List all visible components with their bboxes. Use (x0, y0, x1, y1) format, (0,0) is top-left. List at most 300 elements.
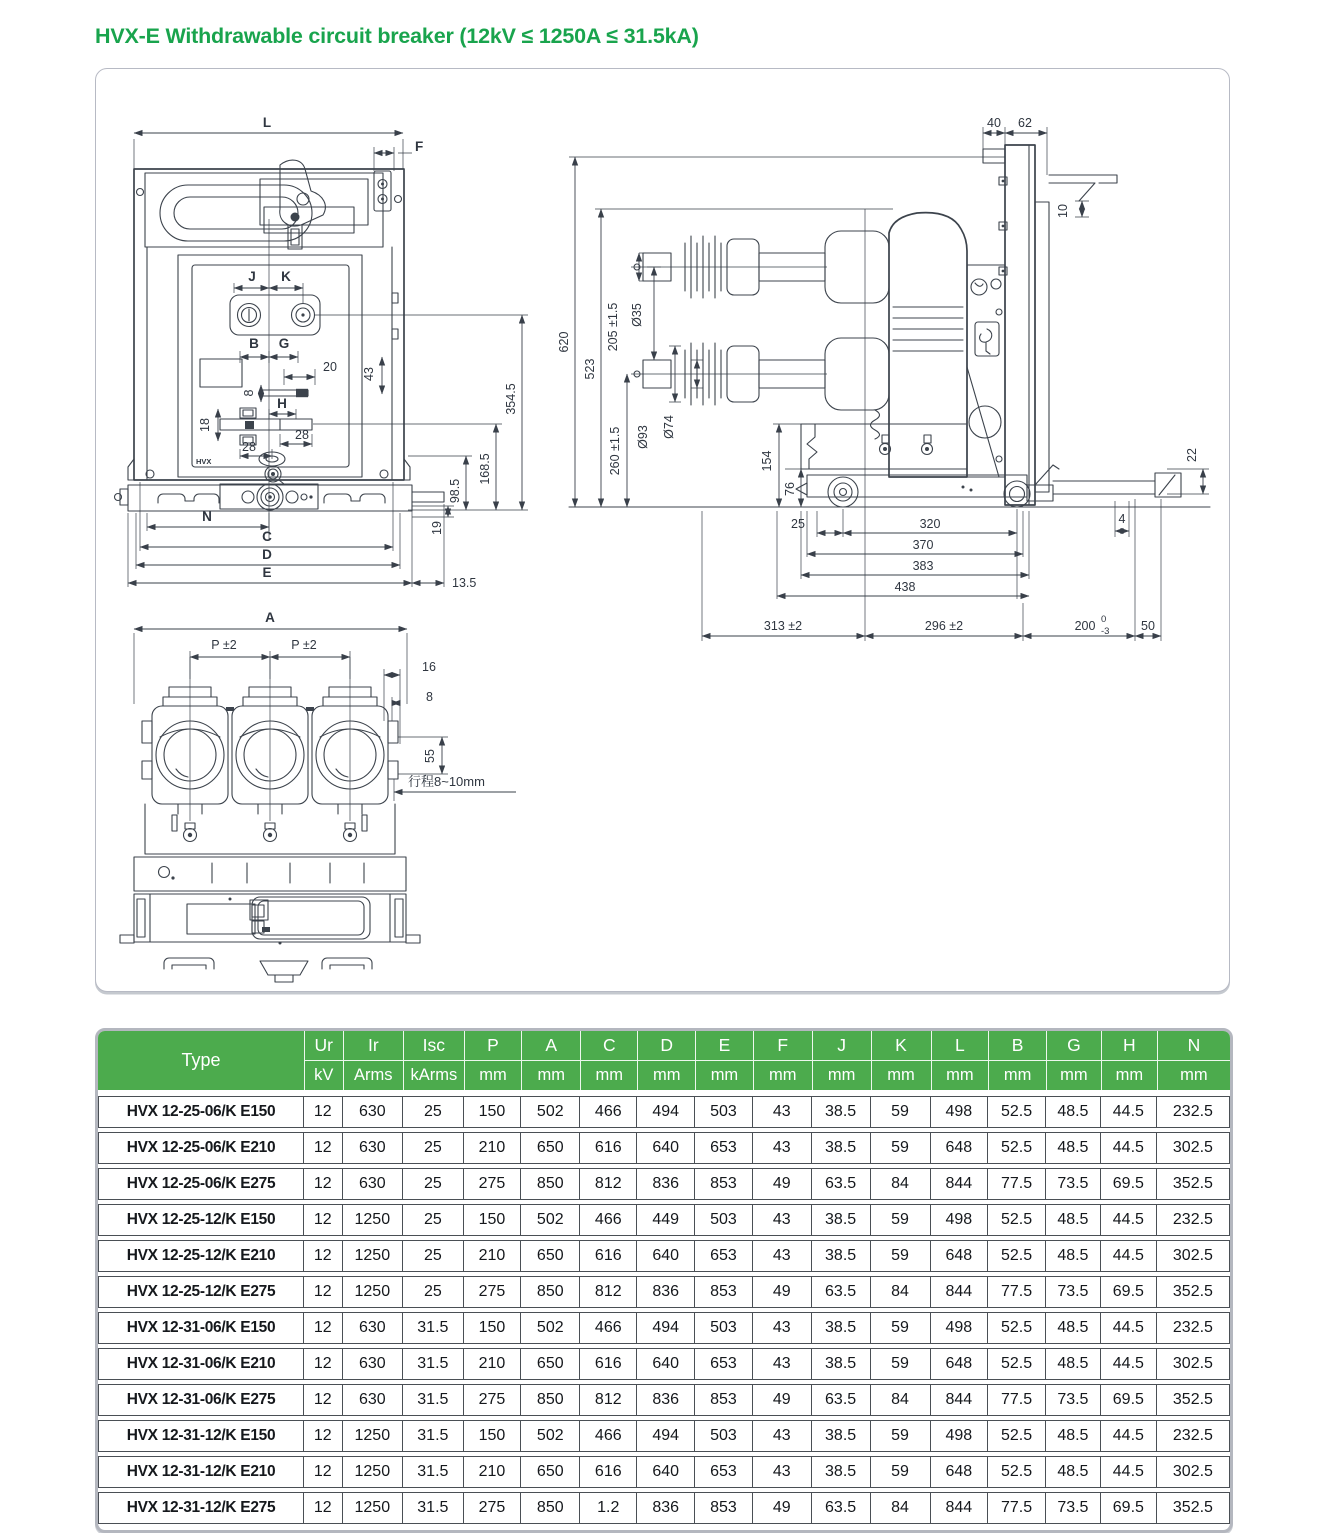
value-cell: 44.5 (1101, 1348, 1157, 1380)
value-cell: 210 (464, 1240, 522, 1272)
col-name: A (521, 1031, 580, 1061)
dim-front-L: L (262, 115, 272, 130)
value-cell: 150 (464, 1204, 522, 1236)
dim-side-523: 523 (583, 358, 597, 380)
value-cell: 503 (695, 1312, 753, 1344)
dim-front-8: 8 (242, 389, 256, 397)
col-unit: mm (988, 1061, 1046, 1090)
dim-bottom-8: 8 (426, 690, 433, 704)
dim-side-313: 313 ±2 (763, 619, 803, 633)
type-cell: HVX 12-25-12/K E210 (98, 1240, 304, 1272)
value-cell: 31.5 (403, 1384, 464, 1416)
value-cell: 69.5 (1101, 1168, 1157, 1200)
value-cell: 466 (580, 1312, 637, 1344)
value-cell: 44.5 (1101, 1132, 1157, 1164)
table-row (98, 1240, 1230, 1272)
header-row-names (98, 1031, 1230, 1061)
value-cell: 616 (580, 1348, 637, 1380)
value-cell: 650 (521, 1456, 580, 1488)
value-cell: 836 (637, 1276, 695, 1308)
page-title: HVX-E Withdrawable circuit breaker (12kV ≤ 1250A ≤ 31.5kA) (95, 24, 699, 49)
value-cell: 59 (871, 1420, 931, 1452)
value-cell: 38.5 (812, 1132, 871, 1164)
value-cell: 502 (521, 1312, 580, 1344)
value-cell: 44.5 (1101, 1204, 1157, 1236)
table-row (98, 1384, 1230, 1416)
value-cell: 12 (304, 1348, 342, 1380)
table-row (98, 1168, 1230, 1200)
col-unit: mm (637, 1061, 695, 1090)
dim-front-C: C (262, 529, 272, 544)
value-cell: 43 (753, 1456, 812, 1488)
table-row (98, 1312, 1230, 1344)
value-cell: 77.5 (988, 1168, 1046, 1200)
dim-front-E: E (262, 565, 272, 580)
value-cell: 1250 (343, 1204, 404, 1236)
value-cell: 630 (343, 1312, 404, 1344)
dim-front-28b: 28 (242, 440, 256, 454)
dim-side-40: 40 (987, 117, 1001, 130)
value-cell: 850 (521, 1384, 580, 1416)
drawing-panel (95, 68, 1230, 992)
value-cell: 630 (343, 1132, 404, 1164)
dim-front-19: 19 (430, 521, 444, 535)
col-name: N (1157, 1031, 1230, 1061)
value-cell: 653 (695, 1348, 753, 1380)
value-cell: 48.5 (1046, 1240, 1101, 1272)
dim-front-18: 18 (198, 418, 212, 432)
value-cell: 844 (931, 1384, 989, 1416)
dim-side-620: 620 (557, 331, 571, 353)
dim-bottom-16: 16 (422, 660, 436, 674)
value-cell: 59 (871, 1096, 931, 1128)
dim-front-98: 98.5 (448, 478, 462, 504)
value-cell: 502 (521, 1096, 580, 1128)
col-name: Ur (304, 1031, 342, 1061)
value-cell: 275 (464, 1276, 522, 1308)
type-cell: HVX 12-31-12/K E150 (98, 1420, 304, 1452)
col-unit: mm (931, 1061, 989, 1090)
value-cell: 1250 (343, 1276, 404, 1308)
dim-side-260: 260 ±1.5 (608, 426, 622, 476)
value-cell: 38.5 (812, 1240, 871, 1272)
value-cell: 853 (695, 1168, 753, 1200)
col-unit: mm (580, 1061, 637, 1090)
table-row (98, 1276, 1230, 1308)
col-unit: kArms (403, 1061, 464, 1090)
value-cell: 232.5 (1157, 1204, 1230, 1236)
value-cell: 43 (753, 1312, 812, 1344)
dim-front-G: G (278, 336, 290, 351)
value-cell: 25 (403, 1204, 464, 1236)
dim-side-22: 22 (1185, 448, 1199, 462)
table-row (98, 1348, 1230, 1380)
value-cell: 25 (403, 1168, 464, 1200)
value-cell: 812 (580, 1168, 637, 1200)
value-cell: 812 (580, 1384, 637, 1416)
side-view-drawing (555, 117, 1215, 662)
value-cell: 69.5 (1101, 1492, 1157, 1524)
value-cell: 494 (637, 1312, 695, 1344)
value-cell: 616 (580, 1240, 637, 1272)
value-cell: 503 (695, 1420, 753, 1452)
spec-table (95, 1028, 1233, 1533)
col-name: B (988, 1031, 1046, 1061)
dim-bottom-P1: P ±2 (211, 638, 237, 652)
value-cell: 650 (521, 1132, 580, 1164)
value-cell: 630 (343, 1168, 404, 1200)
col-name: E (695, 1031, 753, 1061)
col-unit: mm (753, 1061, 812, 1090)
value-cell: 31.5 (403, 1420, 464, 1452)
col-name: C (580, 1031, 637, 1061)
dim-side-50: 50 (1141, 619, 1155, 633)
col-name: P (464, 1031, 522, 1061)
value-cell: 43 (753, 1240, 812, 1272)
dim-side-62: 62 (1018, 117, 1032, 130)
value-cell: 38.5 (812, 1456, 871, 1488)
value-cell: 640 (637, 1348, 695, 1380)
value-cell: 31.5 (403, 1312, 464, 1344)
value-cell: 38.5 (812, 1420, 871, 1452)
type-cell: HVX 12-31-06/K E210 (98, 1348, 304, 1380)
type-cell: HVX 12-25-12/K E275 (98, 1276, 304, 1308)
value-cell: 648 (931, 1456, 989, 1488)
value-cell: 63.5 (812, 1276, 871, 1308)
dim-side-438: 438 (894, 580, 916, 594)
value-cell: 25 (403, 1096, 464, 1128)
dim-front-D: D (262, 547, 272, 562)
dim-front-28a: 28 (295, 428, 309, 442)
dim-bottom-55: 55 (423, 749, 437, 763)
value-cell: 49 (753, 1384, 812, 1416)
value-cell: 77.5 (988, 1384, 1046, 1416)
dim-side-74: Ø74 (662, 415, 676, 439)
value-cell: 498 (931, 1420, 989, 1452)
table-row (98, 1096, 1230, 1128)
spec-table-body-table (98, 1092, 1230, 1528)
value-cell: 1.2 (580, 1492, 637, 1524)
col-unit: mm (695, 1061, 753, 1090)
value-cell: 232.5 (1157, 1420, 1230, 1452)
front-view-drawing (112, 107, 534, 607)
value-cell: 653 (695, 1240, 753, 1272)
value-cell: 616 (580, 1456, 637, 1488)
value-cell: 650 (521, 1348, 580, 1380)
value-cell: 59 (871, 1456, 931, 1488)
value-cell: 49 (753, 1276, 812, 1308)
type-header: Type (181, 1050, 221, 1070)
col-unit: mm (871, 1061, 931, 1090)
value-cell: 84 (871, 1384, 931, 1416)
dim-side-10: 10 (1056, 204, 1070, 218)
table-row (98, 1132, 1230, 1164)
dim-side-93: Ø93 (636, 425, 650, 449)
value-cell: 49 (753, 1492, 812, 1524)
table-row (98, 1204, 1230, 1236)
value-cell: 302.5 (1157, 1348, 1230, 1380)
value-cell: 352.5 (1157, 1168, 1230, 1200)
value-cell: 150 (464, 1096, 522, 1128)
value-cell: 503 (695, 1096, 753, 1128)
dim-side-296: 296 ±2 (924, 619, 964, 633)
value-cell: 73.5 (1046, 1168, 1101, 1200)
dim-bottom-P2: P ±2 (291, 638, 317, 652)
value-cell: 210 (464, 1456, 522, 1488)
value-cell: 52.5 (988, 1240, 1046, 1272)
value-cell: 12 (304, 1384, 342, 1416)
col-name: H (1101, 1031, 1157, 1061)
value-cell: 48.5 (1046, 1420, 1101, 1452)
value-cell: 275 (464, 1168, 522, 1200)
table-row (98, 1456, 1230, 1488)
value-cell: 853 (695, 1276, 753, 1308)
dim-side-4: 4 (1118, 512, 1126, 526)
value-cell: 466 (580, 1204, 637, 1236)
dim-front-43: 43 (362, 367, 376, 381)
value-cell: 43 (753, 1420, 812, 1452)
dim-side-200-lo: -3 (1101, 626, 1110, 637)
value-cell: 73.5 (1046, 1384, 1101, 1416)
value-cell: 850 (521, 1168, 580, 1200)
value-cell: 232.5 (1157, 1096, 1230, 1128)
value-cell: 73.5 (1046, 1492, 1101, 1524)
value-cell: 653 (695, 1456, 753, 1488)
value-cell: 38.5 (812, 1312, 871, 1344)
value-cell: 498 (931, 1312, 989, 1344)
value-cell: 52.5 (988, 1456, 1046, 1488)
value-cell: 44.5 (1101, 1456, 1157, 1488)
dim-front-J: J (248, 269, 256, 284)
value-cell: 502 (521, 1420, 580, 1452)
value-cell: 43 (753, 1348, 812, 1380)
table-row (98, 1420, 1230, 1452)
value-cell: 449 (637, 1204, 695, 1236)
value-cell: 352.5 (1157, 1276, 1230, 1308)
dim-front-20: 20 (323, 360, 337, 374)
type-cell: HVX 12-31-06/K E275 (98, 1384, 304, 1416)
value-cell: 630 (343, 1096, 404, 1128)
value-cell: 844 (931, 1276, 989, 1308)
value-cell: 498 (931, 1096, 989, 1128)
value-cell: 275 (464, 1492, 522, 1524)
value-cell: 836 (637, 1492, 695, 1524)
value-cell: 59 (871, 1204, 931, 1236)
col-name: L (931, 1031, 989, 1061)
value-cell: 12 (304, 1204, 342, 1236)
value-cell: 38.5 (812, 1348, 871, 1380)
dim-side-76: 76 (783, 482, 797, 496)
value-cell: 844 (931, 1492, 989, 1524)
dim-side-200-hi: 0 (1101, 614, 1107, 625)
value-cell: 653 (695, 1132, 753, 1164)
value-cell: 44.5 (1101, 1312, 1157, 1344)
value-cell: 12 (304, 1132, 342, 1164)
value-cell: 63.5 (812, 1168, 871, 1200)
value-cell: 836 (637, 1168, 695, 1200)
value-cell: 48.5 (1046, 1132, 1101, 1164)
value-cell: 1250 (343, 1420, 404, 1452)
value-cell: 52.5 (988, 1312, 1046, 1344)
value-cell: 59 (871, 1348, 931, 1380)
value-cell: 853 (695, 1492, 753, 1524)
value-cell: 640 (637, 1240, 695, 1272)
value-cell: 502 (521, 1204, 580, 1236)
value-cell: 1250 (343, 1492, 404, 1524)
value-cell: 648 (931, 1240, 989, 1272)
value-cell: 48.5 (1046, 1312, 1101, 1344)
col-unit: mm (521, 1061, 580, 1090)
col-unit: kV (304, 1061, 342, 1090)
dim-side-383: 383 (912, 559, 934, 573)
value-cell: 1250 (343, 1240, 404, 1272)
value-cell: 1250 (343, 1456, 404, 1488)
value-cell: 210 (464, 1348, 522, 1380)
value-cell: 52.5 (988, 1096, 1046, 1128)
value-cell: 59 (871, 1132, 931, 1164)
value-cell: 12 (304, 1240, 342, 1272)
value-cell: 12 (304, 1168, 342, 1200)
value-cell: 43 (753, 1132, 812, 1164)
value-cell: 150 (464, 1312, 522, 1344)
value-cell: 73.5 (1046, 1276, 1101, 1308)
value-cell: 59 (871, 1312, 931, 1344)
value-cell: 48.5 (1046, 1204, 1101, 1236)
value-cell: 59 (871, 1240, 931, 1272)
value-cell: 69.5 (1101, 1384, 1157, 1416)
value-cell: 63.5 (812, 1492, 871, 1524)
value-cell: 466 (580, 1420, 637, 1452)
value-cell: 836 (637, 1384, 695, 1416)
value-cell: 12 (304, 1276, 342, 1308)
type-cell: HVX 12-31-12/K E210 (98, 1456, 304, 1488)
value-cell: 630 (343, 1348, 404, 1380)
dim-side-154: 154 (760, 450, 774, 472)
value-cell: 302.5 (1157, 1132, 1230, 1164)
value-cell: 25 (403, 1132, 464, 1164)
value-cell: 48.5 (1046, 1456, 1101, 1488)
value-cell: 630 (343, 1384, 404, 1416)
value-cell: 25 (403, 1276, 464, 1308)
value-cell: 648 (931, 1348, 989, 1380)
value-cell: 48.5 (1046, 1096, 1101, 1128)
value-cell: 498 (931, 1204, 989, 1236)
col-name: G (1046, 1031, 1101, 1061)
dim-side-205: 205 ±1.5 (606, 302, 620, 352)
dim-front-F: F (415, 139, 424, 154)
value-cell: 616 (580, 1132, 637, 1164)
col-unit: mm (1101, 1061, 1157, 1090)
dim-front-B: B (249, 336, 259, 351)
spec-table-body (98, 1096, 1230, 1524)
col-unit: mm (1157, 1061, 1230, 1090)
value-cell: 84 (871, 1276, 931, 1308)
dim-bottom-stroke: 行程8~10mm (408, 774, 485, 789)
value-cell: 232.5 (1157, 1312, 1230, 1344)
col-name: F (753, 1031, 812, 1061)
type-cell: HVX 12-25-06/K E210 (98, 1132, 304, 1164)
value-cell: 52.5 (988, 1420, 1046, 1452)
value-cell: 43 (753, 1096, 812, 1128)
dim-side-370: 370 (912, 538, 934, 552)
value-cell: 77.5 (988, 1276, 1046, 1308)
value-cell: 352.5 (1157, 1492, 1230, 1524)
spec-table-header (98, 1031, 1230, 1090)
value-cell: 52.5 (988, 1132, 1046, 1164)
value-cell: 48.5 (1046, 1348, 1101, 1380)
value-cell: 853 (695, 1384, 753, 1416)
col-unit: mm (464, 1061, 522, 1090)
value-cell: 466 (580, 1096, 637, 1128)
dim-bottom-A: A (265, 610, 275, 625)
value-cell: 12 (304, 1096, 342, 1128)
value-cell: 210 (464, 1132, 522, 1164)
dim-front-H: H (277, 396, 287, 411)
value-cell: 850 (521, 1492, 580, 1524)
value-cell: 844 (931, 1168, 989, 1200)
dim-side-200: 200 (1074, 619, 1096, 633)
col-name: D (637, 1031, 695, 1061)
dim-side-320: 320 (919, 517, 941, 531)
value-cell: 302.5 (1157, 1456, 1230, 1488)
value-cell: 12 (304, 1492, 342, 1524)
table-row (98, 1492, 1230, 1524)
col-name: Ir (343, 1031, 404, 1061)
value-cell: 648 (931, 1132, 989, 1164)
value-cell: 302.5 (1157, 1240, 1230, 1272)
value-cell: 44.5 (1101, 1240, 1157, 1272)
value-cell: 84 (871, 1168, 931, 1200)
value-cell: 503 (695, 1204, 753, 1236)
col-name: Isc (403, 1031, 464, 1061)
dim-front-K: K (281, 269, 291, 284)
value-cell: 31.5 (403, 1348, 464, 1380)
value-cell: 640 (637, 1132, 695, 1164)
value-cell: 52.5 (988, 1348, 1046, 1380)
dim-front-13: 13.5 (452, 576, 477, 590)
value-cell: 38.5 (812, 1096, 871, 1128)
dim-front-354: 354.5 (504, 383, 518, 415)
value-cell: 494 (637, 1420, 695, 1452)
value-cell: 25 (403, 1240, 464, 1272)
dim-side-25: 25 (791, 517, 805, 531)
value-cell: 275 (464, 1384, 522, 1416)
value-cell: 31.5 (403, 1456, 464, 1488)
col-unit: mm (812, 1061, 871, 1090)
value-cell: 150 (464, 1420, 522, 1452)
dim-front-168: 168.5 (478, 453, 492, 485)
value-cell: 650 (521, 1240, 580, 1272)
type-cell: HVX 12-25-06/K E275 (98, 1168, 304, 1200)
brand-mark: HVX (196, 457, 212, 466)
value-cell: 63.5 (812, 1384, 871, 1416)
value-cell: 52.5 (988, 1204, 1046, 1236)
type-cell: HVX 12-25-06/K E150 (98, 1096, 304, 1128)
value-cell: 69.5 (1101, 1276, 1157, 1308)
col-name: J (812, 1031, 871, 1061)
value-cell: 850 (521, 1276, 580, 1308)
value-cell: 352.5 (1157, 1384, 1230, 1416)
type-cell: HVX 12-25-12/K E150 (98, 1204, 304, 1236)
value-cell: 494 (637, 1096, 695, 1128)
col-unit: Arms (343, 1061, 404, 1090)
type-cell: HVX 12-31-12/K E275 (98, 1492, 304, 1524)
value-cell: 12 (304, 1456, 342, 1488)
type-cell: HVX 12-31-06/K E150 (98, 1312, 304, 1344)
col-unit: mm (1046, 1061, 1101, 1090)
value-cell: 43 (753, 1204, 812, 1236)
value-cell: 31.5 (403, 1492, 464, 1524)
